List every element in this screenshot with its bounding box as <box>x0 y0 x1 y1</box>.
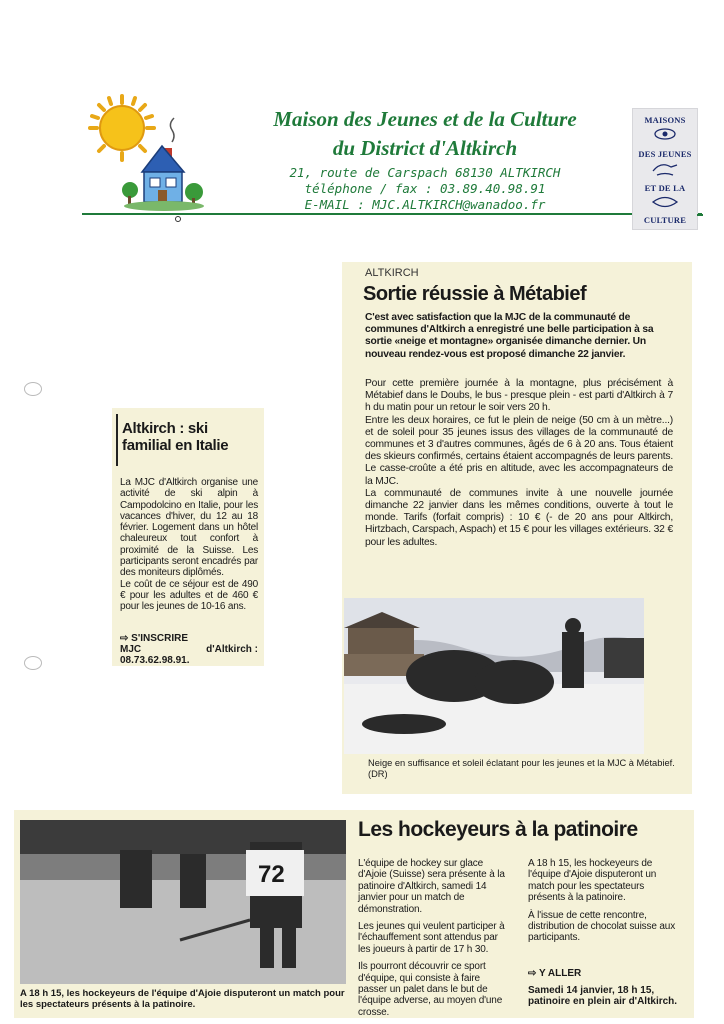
house-icon <box>142 118 184 202</box>
signup-info <box>120 633 258 666</box>
binder-hole <box>24 382 42 396</box>
article-paragraph: Entre les deux horaires, ce fut le plein de neige (50 cm à un mètre...) et de soleil pour 35 jeunes issus des villages de la communauté de communes et 3 d'autres communes, âgés de 6 à 20 ans. Tous étaient des skieurs confirmés, certains étaient accompagnés de leurs parents. Le casse-croûte a été pris en altitude, avec les accompagnateurs de la MJC. <box>365 414 673 487</box>
binder-hole <box>24 656 42 670</box>
mouth-icon <box>651 195 679 209</box>
event-label-text: Y ALLER <box>538 968 582 979</box>
logo-word: MAISONS <box>644 115 686 125</box>
article-paragraph: Le coût de ce séjour est de 490 € pour les adultes et de 460 € pour les jeunes de 10-16 ans. <box>120 578 258 613</box>
hand-icon <box>651 161 679 177</box>
header-divider <box>82 213 702 215</box>
organization-name-line2: du District d'Altkirch <box>332 136 518 160</box>
header-divider-tail <box>697 214 703 216</box>
article-paragraph: La communauté de communes invite à une nouvelle journée dimanche 22 janvier dans les mêmes conditions, ouverte à tout le monde. Tarifs (forfait compris) : 10 € (- de 20 ans pour Altkirch, Hirtzbach, Carspach, Aspach) et 15 € pour les villages extérieurs. 32 € pour les adultes. <box>365 487 673 548</box>
article-paragraph: Les jeunes qui veulent participer à l'échauffement sont attendus par les joueurs à partir de 17 h 30. <box>358 921 505 955</box>
phone-line: téléphone / fax : 03.89.40.98.91 <box>304 181 546 196</box>
signup-phone: 08.73.62.98.91. <box>120 655 190 666</box>
column-rule <box>116 414 118 466</box>
logo-word: DES JEUNES <box>638 149 692 159</box>
article-paragraph: Pour cette première journée à la montagne, plus précisément à Métabief dans le Doubs, le bus - presque plein - est parti d'Altkirch à 7 h du matin pour un retour le soir vers 20 h. <box>365 378 673 414</box>
photo-ski-group <box>344 598 644 754</box>
article-paragraph: Ils pourront découvrir ce sport d'équipe, qui consiste à faire passer un palet dans le but de l'équipe adverse, au moyen d'une crosse. <box>358 961 503 1018</box>
signup-city: d'Altkirch : <box>206 644 258 655</box>
article-paragraph: À l'issue de cette rencontre, distribution de chocolat suisse aux participants. <box>528 909 676 944</box>
email-line: E-MAIL : MJC.ALTKIRCH@wanadoo.fr <box>304 197 546 212</box>
sun-icon <box>90 96 154 160</box>
maisons-des-jeunes-logo <box>632 108 698 230</box>
article-title: Les hockeyeurs à la patinoire <box>358 818 638 841</box>
logo-word: CULTURE <box>643 215 687 225</box>
eye-icon <box>653 127 677 141</box>
arrow-icon: ⇨ <box>120 633 132 644</box>
arrow-icon: ⇨ <box>528 968 539 979</box>
article-title: Sortie réussie à Métabief <box>363 283 587 305</box>
article-paragraph: La MJC d'Altkirch organise une activité de ski alpin à Campodolcino en Italie, pour les vacances d'hiver, du 12 au 18 février. Logement dans un hôtel chaleureux tout confort à proximité de la Suisse. Les participants seront encadrés par des moniteurs diplômés. <box>120 477 258 579</box>
organization-name-line1: Maison des Jeunes et de la Culture <box>273 107 577 131</box>
signup-label: S'INSCRIRE <box>131 633 189 644</box>
address-line: 21, route de Carspach 68130 ALTKIRCH <box>289 165 561 180</box>
article-title: Altkirch : ski familial en Italie <box>122 420 229 454</box>
article-column <box>358 858 508 1024</box>
article-column <box>528 858 680 950</box>
article-lead: C'est avec satisfaction que la MJC de la communauté de communes d'Altkirch a enregistré une belle participation à sa sortie «neige et montagne» organisée dimanche dernier. Un nouveau rendez-vous est proposé dimanche 22 janvier. <box>365 312 654 360</box>
article-body <box>365 378 673 549</box>
signup-org: MJC <box>120 644 142 655</box>
photo-caption: A 18 h 15, les hockeyeurs de l'équipe d'Ajoie disputeront un match pour les spectateurs présents à la patinoire. <box>20 988 345 1010</box>
event-date: Samedi 14 janvier, 18 h 15, patinoire en plein air d'Altkirch. <box>528 985 678 1008</box>
article-body <box>120 477 258 613</box>
photo-hockey-players <box>20 820 346 984</box>
organization-name <box>180 105 670 163</box>
article-paragraph: L'équipe de hockey sur glace d'Ajoie (Suisse) sera présente à la patinoire d'Altkirch, samedi 14 janvier pour un match de démonstration. <box>358 858 505 915</box>
event-label <box>528 968 581 979</box>
logo-word: ET DE LA <box>644 183 686 193</box>
article-kicker: ALTKIRCH <box>365 267 419 279</box>
photo-caption: Neige en suffisance et soleil éclatant pour les jeunes et la MJC à Métabief. (DR) <box>368 758 675 779</box>
jersey-number: 72 <box>258 861 285 888</box>
article-paragraph: A 18 h 15, les hockeyeurs de l'équipe d'Ajoie disputeront un match pour les spectateurs présents à la patinoire. <box>528 858 657 904</box>
